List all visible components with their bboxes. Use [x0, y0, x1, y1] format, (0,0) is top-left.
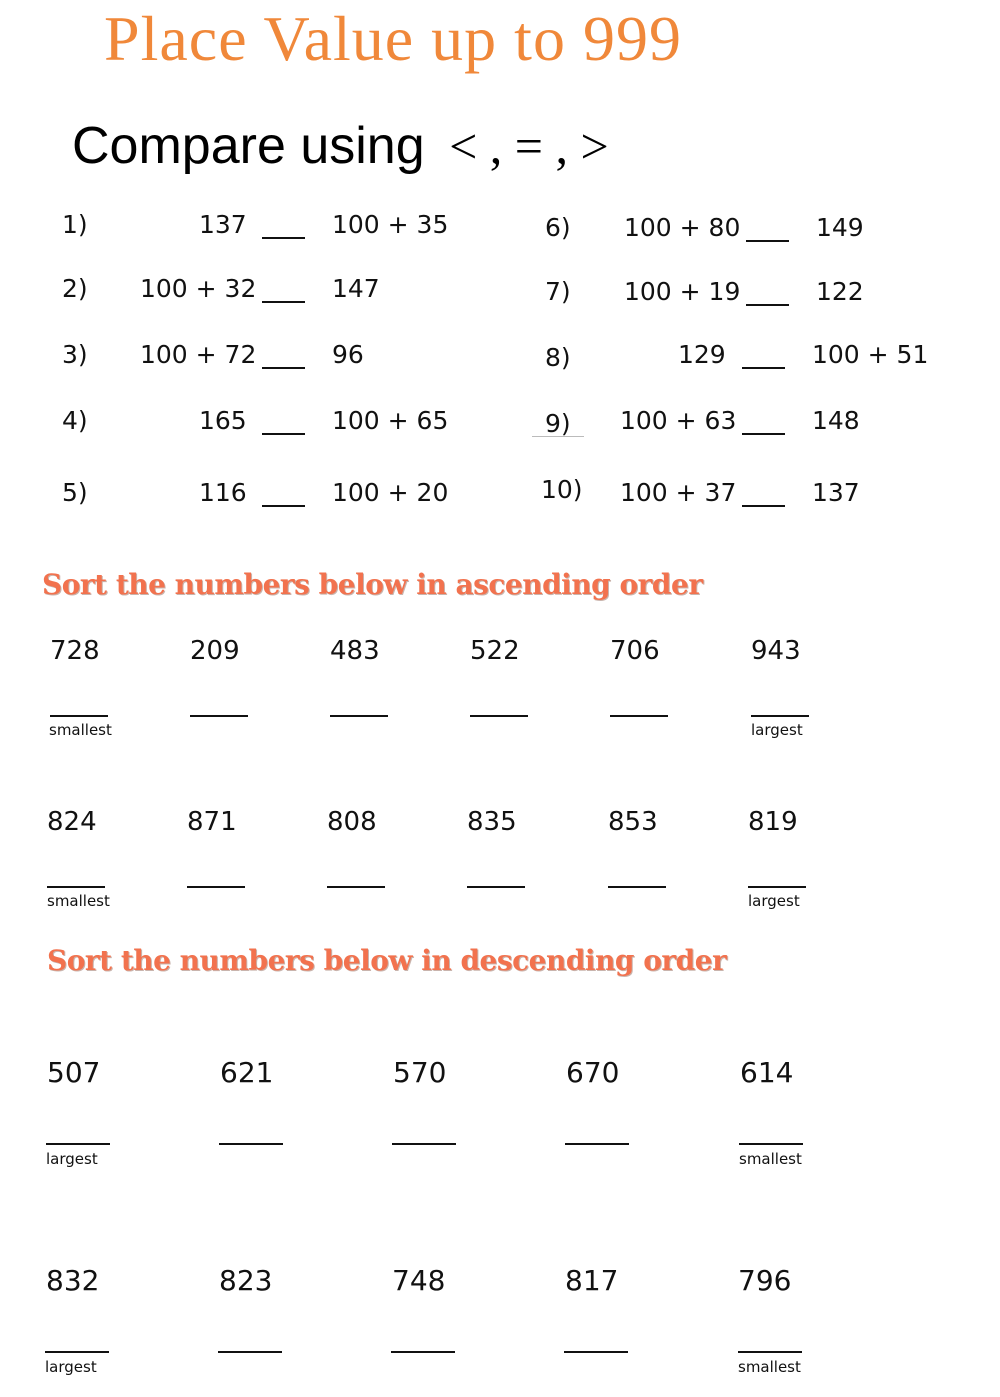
- answer-blank[interactable]: [327, 886, 385, 888]
- number-to-sort: 621: [220, 1056, 274, 1089]
- answer-blank[interactable]: [742, 433, 785, 435]
- answer-blank[interactable]: [262, 237, 305, 239]
- question-number: 9): [545, 409, 571, 438]
- descending-heading: Sort the numbers below in descending order: [47, 944, 727, 977]
- answer-blank[interactable]: [742, 367, 785, 369]
- answer-blank[interactable]: [751, 715, 809, 717]
- number-to-sort: 853: [608, 807, 658, 837]
- smallest-label: smallest: [49, 721, 112, 739]
- answer-blank[interactable]: [565, 1143, 629, 1145]
- ascending-heading: Sort the numbers below in ascending order: [42, 568, 703, 601]
- answer-blank[interactable]: [391, 1351, 455, 1353]
- answer-blank[interactable]: [470, 715, 528, 717]
- question-number: 2): [62, 274, 88, 303]
- number-to-sort: 943: [751, 636, 801, 666]
- question-left-operand: 100 + 32: [140, 274, 257, 303]
- question-number: 4): [62, 406, 88, 435]
- answer-blank[interactable]: [742, 505, 785, 507]
- number-to-sort: 570: [393, 1056, 447, 1089]
- answer-blank[interactable]: [746, 240, 789, 242]
- question-right-operand: 149: [816, 213, 864, 242]
- largest-label: largest: [748, 892, 800, 910]
- question-number: 7): [545, 277, 571, 306]
- smallest-label: smallest: [738, 1358, 801, 1376]
- number-to-sort: 209: [190, 636, 240, 666]
- question-right-operand: 96: [332, 340, 364, 369]
- question-left-operand: 137: [199, 210, 247, 239]
- divider: [532, 436, 584, 437]
- answer-blank[interactable]: [392, 1143, 456, 1145]
- number-to-sort: 670: [566, 1056, 620, 1089]
- question-number: 5): [62, 478, 88, 507]
- answer-blank[interactable]: [564, 1351, 628, 1353]
- question-left-operand: 100 + 80: [624, 213, 741, 242]
- number-to-sort: 614: [740, 1056, 794, 1089]
- number-to-sort: 507: [47, 1056, 101, 1089]
- answer-blank[interactable]: [262, 433, 305, 435]
- question-left-operand: 129: [678, 340, 726, 369]
- answer-blank[interactable]: [262, 505, 305, 507]
- answer-blank[interactable]: [187, 886, 245, 888]
- answer-blank[interactable]: [610, 715, 668, 717]
- number-to-sort: 832: [46, 1264, 100, 1297]
- answer-blank[interactable]: [738, 1351, 802, 1353]
- answer-blank[interactable]: [50, 715, 108, 717]
- answer-blank[interactable]: [467, 886, 525, 888]
- question-number: 10): [541, 475, 583, 504]
- number-to-sort: 823: [219, 1264, 273, 1297]
- number-to-sort: 808: [327, 807, 377, 837]
- number-to-sort: 817: [565, 1264, 619, 1297]
- answer-blank[interactable]: [47, 886, 105, 888]
- number-to-sort: 728: [50, 636, 100, 666]
- smallest-label: smallest: [47, 892, 110, 910]
- smallest-label: smallest: [739, 1150, 802, 1168]
- page-title: Place Value up to 999: [104, 3, 682, 74]
- answer-blank[interactable]: [262, 367, 305, 369]
- question-right-operand: 148: [812, 406, 860, 435]
- answer-blank[interactable]: [739, 1143, 803, 1145]
- comparison-symbols: < , = , >: [449, 118, 609, 174]
- answer-blank[interactable]: [748, 886, 806, 888]
- question-left-operand: 100 + 63: [620, 406, 737, 435]
- answer-blank[interactable]: [608, 886, 666, 888]
- question-right-operand: 137: [812, 478, 860, 507]
- number-to-sort: 871: [187, 807, 237, 837]
- answer-blank[interactable]: [330, 715, 388, 717]
- question-number: 6): [545, 213, 571, 242]
- number-to-sort: 522: [470, 636, 520, 666]
- answer-blank[interactable]: [45, 1351, 109, 1353]
- answer-blank[interactable]: [190, 715, 248, 717]
- number-to-sort: 748: [392, 1264, 446, 1297]
- question-left-operand: 116: [199, 478, 247, 507]
- number-to-sort: 819: [748, 807, 798, 837]
- question-number: 3): [62, 340, 88, 369]
- question-left-operand: 165: [199, 406, 247, 435]
- question-right-operand: 100 + 20: [332, 478, 449, 507]
- question-left-operand: 100 + 37: [620, 478, 737, 507]
- answer-blank[interactable]: [218, 1351, 282, 1353]
- answer-blank[interactable]: [746, 304, 789, 306]
- number-to-sort: 796: [738, 1264, 792, 1297]
- question-right-operand: 122: [816, 277, 864, 306]
- answer-blank[interactable]: [219, 1143, 283, 1145]
- compare-instruction: [72, 116, 609, 176]
- question-number: 1): [62, 210, 88, 239]
- answer-blank[interactable]: [262, 301, 305, 303]
- question-right-operand: 147: [332, 274, 380, 303]
- largest-label: largest: [45, 1358, 97, 1376]
- number-to-sort: 835: [467, 807, 517, 837]
- question-right-operand: 100 + 65: [332, 406, 449, 435]
- question-right-operand: 100 + 51: [812, 340, 929, 369]
- question-right-operand: 100 + 35: [332, 210, 449, 239]
- question-number: 8): [545, 343, 571, 372]
- number-to-sort: 483: [330, 636, 380, 666]
- largest-label: largest: [751, 721, 803, 739]
- question-left-operand: 100 + 72: [140, 340, 257, 369]
- answer-blank[interactable]: [46, 1143, 110, 1145]
- number-to-sort: 824: [47, 807, 97, 837]
- number-to-sort: 706: [610, 636, 660, 666]
- compare-instruction-text: Compare using: [72, 117, 425, 175]
- largest-label: largest: [46, 1150, 98, 1168]
- question-left-operand: 100 + 19: [624, 277, 741, 306]
